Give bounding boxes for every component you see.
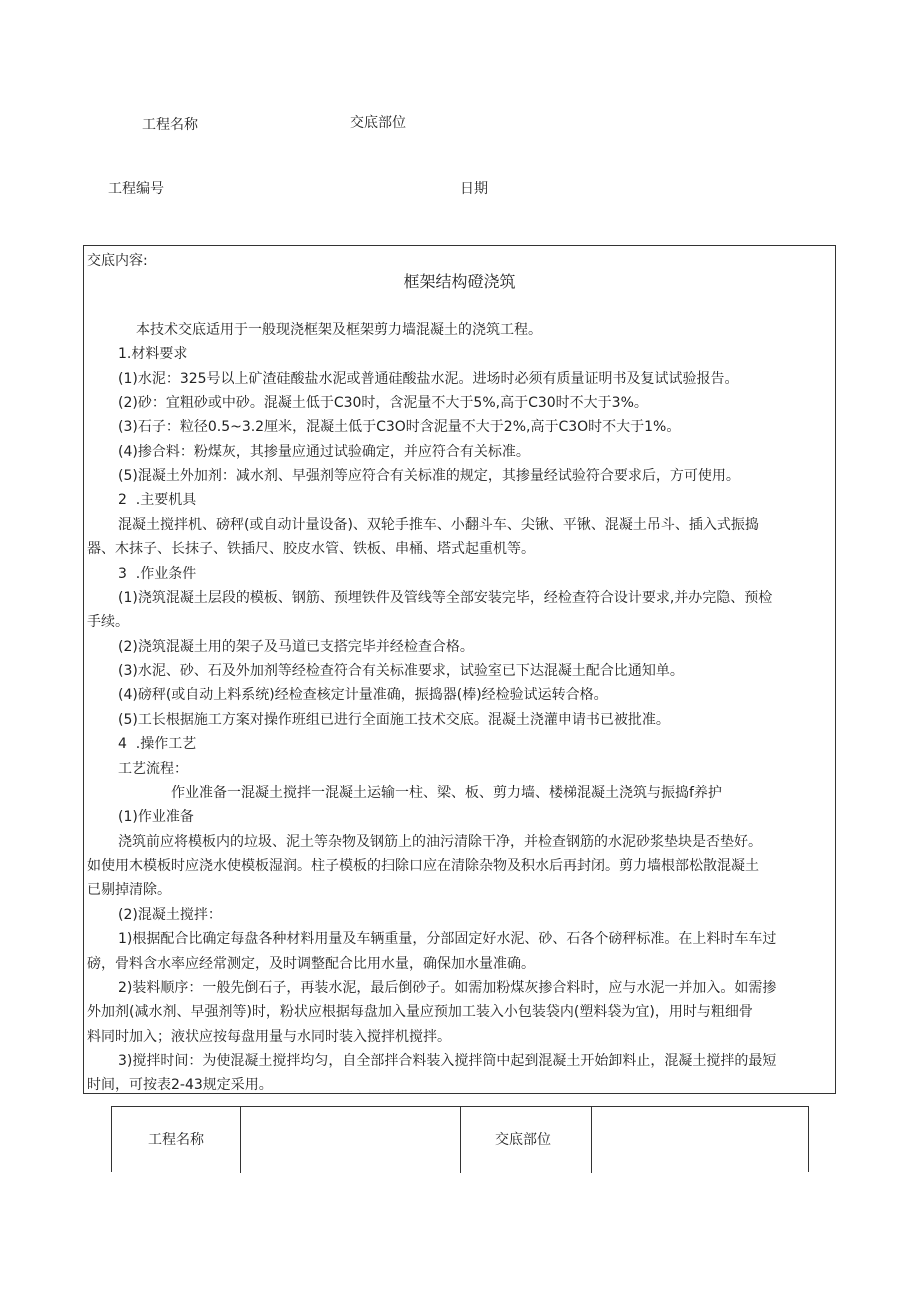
content-line: (3)水泥、砂、石及外加剂等经检查符合有关标准要求，试验室已下达混凝土配合比通知单。	[118, 663, 684, 679]
table-divider	[591, 1107, 592, 1173]
content-line: (3)石子：粒径0.5~3.2厘米，混凝土低于C3O时含泥量不大于2%,高于C3O时不大于1%。	[118, 419, 681, 435]
handover-location-label: 交底部位	[350, 115, 406, 131]
content-line: 外加剂(减水剂、早强剂等)时，粉状应根据每盘加入量应预加工装入小包装袋内(塑料袋为宜)，用时与粗细骨	[87, 1004, 753, 1020]
content-line: (1)水泥：325号以上矿渣硅酸盐水泥或普通硅酸盐水泥。进场时必须有质量证明书及复试试验报告。	[118, 371, 739, 387]
content-line: 已剔掉清除。	[87, 882, 171, 898]
project-no-label: 工程编号	[108, 181, 164, 197]
content-line: 工艺流程：	[118, 761, 188, 777]
content-line: 2)装料顺序：一般先倒石子，再装水泥，最后倒砂子。如需加粉煤灰掺合料时，应与水泥一并加入。如需掺	[118, 980, 777, 996]
content-line: (2)混凝土搅拌：	[118, 907, 222, 923]
table-divider	[240, 1107, 241, 1173]
content-line: 1)根据配合比确定每盘各种材料用量及车辆重量，分部固定好水泥、砂、石各个磅秤标准。在上料时车车过	[118, 931, 777, 947]
content-line: 手续。	[87, 614, 129, 630]
content-line: (1)浇筑混凝土层段的模板、钢筋、预埋铁件及管线等全部安装完毕，经检查符合设计要求,并办完隐、预检	[118, 590, 773, 606]
content-line: 器、木抹子、长抹子、铁插尺、胶皮水管、铁板、串桶、塔式起重机等。	[87, 541, 535, 557]
content-line: 时间，可按表2-43规定采用。	[87, 1077, 273, 1093]
content-line: (1)作业准备	[118, 809, 194, 825]
content-label: 交底内容:	[87, 253, 148, 269]
content-line: 磅，骨料含水率应经常测定，及时调整配合比用水量，确保加水量准确。	[87, 956, 535, 972]
content-line: (4)磅秤(或自动上料系统)经检查核定计量准确，振捣器(棒)经检验试运转合格。	[118, 687, 608, 703]
table-handover-location-label: 交底部位	[495, 1132, 551, 1148]
content-line: (4)掺合料：粉煤灰，其掺量应通过试验确定，并应符合有关标准。	[118, 444, 530, 460]
content-line: (2)浇筑混凝土用的架子及马道已支搭完毕并经检查合格。	[118, 639, 474, 655]
content-line: 4 .操作工艺	[118, 736, 197, 752]
table-project-name-label: 工程名称	[148, 1132, 204, 1148]
content-line: (5)混凝土外加剂：减水剂、早强剂等应符合有关标准的规定，其掺量经试验符合要求后，方可使用。	[118, 468, 740, 484]
content-line: 3)搅拌时间：为使混凝土搅拌均匀，自全部拌合料装入搅拌筒中起到混凝土开始卸料止，混凝土搅拌的最短	[118, 1053, 777, 1069]
content-line: 浇筑前应将模板内的垃圾、泥土等杂物及钢筋上的油污清除干净，并检查钢筋的水泥砂浆垫块是否垫好。	[118, 834, 762, 850]
content-line: 1.材料要求	[118, 346, 188, 362]
content-line: 作业准备一混凝土搅拌一混凝土运输一柱、梁、板、剪力墙、楼梯混凝土浇筑与振捣f养护	[171, 785, 722, 801]
content-line: 3 .作业条件	[118, 566, 197, 582]
date-label: 日期	[460, 181, 488, 197]
next-page-header-table	[111, 1106, 809, 1172]
content-line: 如使用木模板时应浇水使模板湿润。柱子模板的扫除口应在清除杂物及积水后再封闭。剪力墙根部松散混凝土	[87, 858, 759, 874]
content-line: (5)工长根据施工方案对操作班组已进行全面施工技术交底。混凝土浇灌申请书已被批准。	[118, 712, 670, 728]
content-title: 框架结构磴浇筑	[403, 272, 516, 291]
content-line: 本技术交底适用于一般现浇框架及框架剪力墙混凝土的浇筑工程。	[136, 322, 542, 338]
content-line: (2)砂：宜粗砂或中砂。混凝土低于C30时，含泥量不大于5%,高于C30时不大于3%。	[118, 395, 648, 411]
content-line: 料同时加入；液状应按每盘用量与水同时装入搅拌机搅拌。	[87, 1029, 451, 1045]
content-line: 混凝土搅拌机、磅秤(或自动计量设备)、双轮手推车、小翻斗车、尖锹、平锹、混凝土吊斗、插入式振捣	[118, 517, 759, 533]
content-line: 2 .主要机具	[118, 492, 197, 508]
project-name-label: 工程名称	[142, 117, 198, 133]
handover-content-box	[83, 245, 836, 1094]
table-divider	[460, 1107, 461, 1173]
